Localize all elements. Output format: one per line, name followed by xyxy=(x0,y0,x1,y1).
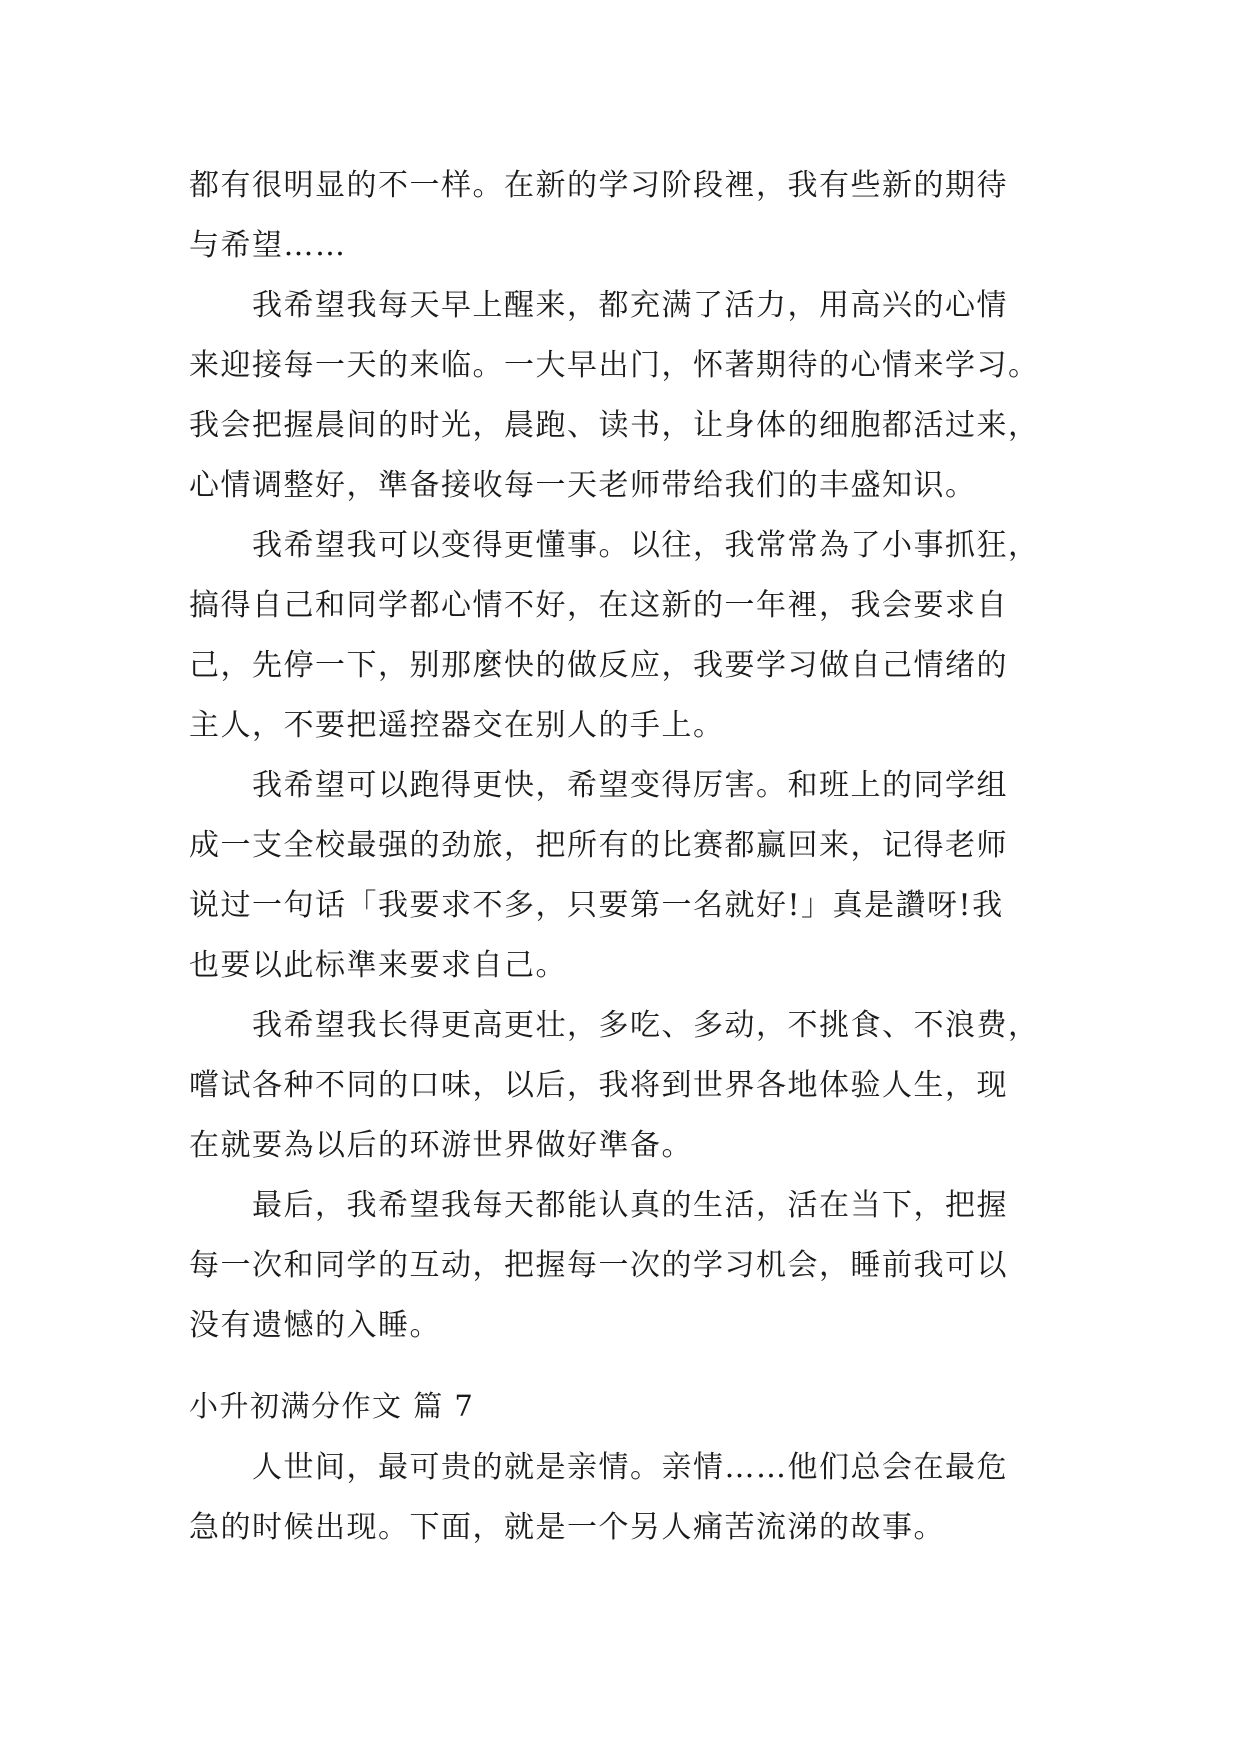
body-line-8: 搞得自己和同学都心情不好，在这新的一年裡，我会要求自 xyxy=(189,588,1008,623)
essay-body xyxy=(189,156,1049,1356)
body-line-2: 与希望…… xyxy=(189,228,347,263)
body-line-3: 我希望我每天早上醒来，都充满了活力，用高兴的心情 xyxy=(189,288,1008,323)
body-line-5: 我会把握晨间的时光，晨跑、读书，让身体的细胞都活过来， xyxy=(189,408,1040,443)
body-line-10: 主人，不要把遥控器交在别人的手上。 xyxy=(189,708,725,743)
intro-line-1: 人世间，最可贵的就是亲情。亲情……他们总会在最危 xyxy=(189,1450,1008,1485)
section-heading: 小升初满分作文 篇 7 xyxy=(189,1389,475,1423)
body-line-18: 最后，我希望我每天都能认真的生活，活在当下，把握 xyxy=(189,1188,1008,1223)
body-line-9: 己，先停一下，别那麼快的做反应，我要学习做自己情绪的 xyxy=(189,648,1008,683)
intro-line-2: 急的时候出现。下面，就是一个另人痛苦流涕的故事。 xyxy=(189,1510,945,1545)
body-line-6: 心情调整好，準备接收每一天老师带给我们的丰盛知识。 xyxy=(189,468,977,503)
body-line-19: 每一次和同学的互动，把握每一次的学习机会，睡前我可以 xyxy=(189,1248,1008,1283)
body-line-11: 我希望可以跑得更快，希望变得厉害。和班上的同学组 xyxy=(189,768,1008,803)
body-line-17: 在就要為以后的环游世界做好準备。 xyxy=(189,1128,693,1163)
body-line-4: 来迎接每一天的来临。一大早出门，怀著期待的心情来学习。 xyxy=(189,348,1040,383)
body-line-13: 说过一句话「我要求不多，只要第一名就好!」真是讚呀!我 xyxy=(189,888,1004,923)
body-line-15: 我希望我长得更高更壮，多吃、多动，不挑食、不浪费， xyxy=(189,1008,1040,1043)
body-line-1: 都有很明显的不一样。在新的学习阶段裡，我有些新的期待 xyxy=(189,168,1008,203)
body-line-14: 也要以此标準来要求自己。 xyxy=(189,948,567,983)
body-line-12: 成一支全校最强的劲旅，把所有的比赛都赢回来，记得老师 xyxy=(189,828,1008,863)
essay-intro xyxy=(189,1438,1049,1558)
body-line-7: 我希望我可以变得更懂事。以往，我常常為了小事抓狂， xyxy=(189,528,1040,563)
body-line-20: 没有遗憾的入睡。 xyxy=(189,1308,441,1343)
body-line-16: 嚐试各种不同的口味，以后，我将到世界各地体验人生，现 xyxy=(189,1068,1008,1103)
